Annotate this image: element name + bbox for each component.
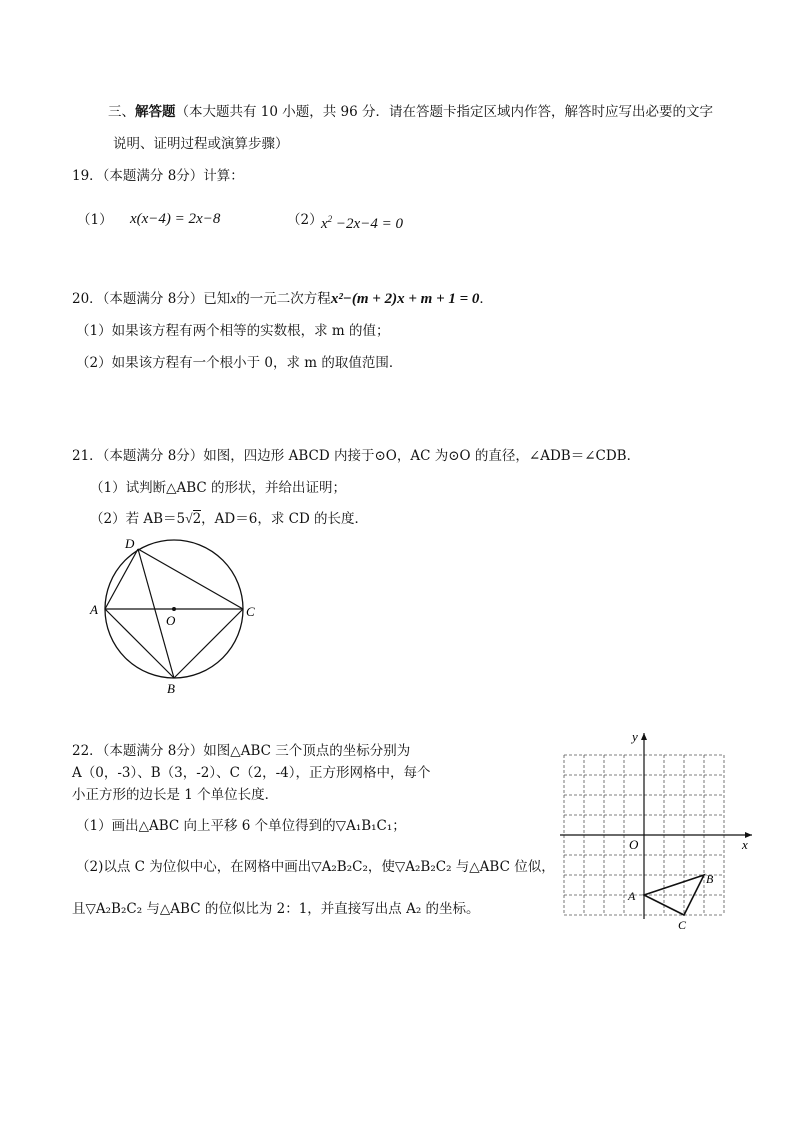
y-axis-arrow-icon	[641, 733, 647, 740]
center-dot	[172, 607, 176, 611]
q21-part1: （1）试判断△ABC 的形状，并给出证明；	[90, 480, 347, 496]
section-title: 解答题	[135, 104, 176, 120]
label-b: B	[167, 681, 175, 696]
q19-part1-equation: x(x−4) = 2x−8	[130, 211, 221, 227]
q20-equation: x²−(m + 2)x + m + 1 = 0	[330, 291, 480, 307]
q22-coords: A（0，-3）、B（3，-2）、C（2，-4），正方形网格中，每个	[72, 765, 431, 781]
q20-title-end: ．	[479, 291, 493, 307]
q20-title	[72, 290, 493, 308]
q20-part1: （1）如果该方程有两个相等的实数根，求 m 的值；	[76, 323, 390, 339]
segment-dc	[138, 549, 243, 609]
segment-ad	[105, 549, 138, 609]
segment-ab	[105, 609, 174, 678]
q21-part2-start: （2）若 AB＝5	[90, 511, 186, 527]
q22-part3: 且▽A₂B₂C₂ 与△ABC 的位似比为 2：1，并直接写出点 A₂ 的坐标。	[72, 901, 480, 917]
label-o: O	[166, 613, 176, 628]
q21-title: 21．（本题满分 8分）如图，四边形 ABCD 内接于⊙O，AC 为⊙O 的直径，∠ADB＝∠CDB．	[72, 448, 641, 464]
q19-part2-equation	[321, 210, 403, 233]
q19-part2-label: （2）	[287, 212, 323, 228]
q19-part1-label: （1）	[77, 212, 113, 228]
q21-circle-figure	[85, 532, 265, 702]
q22-coordinate-grid	[555, 730, 755, 930]
section-instructions-2: 说明、证明过程或演算步骤）	[113, 136, 289, 152]
segment-bc	[174, 609, 243, 678]
q20-title-start: 20．（本题满分 8分）已知	[72, 291, 231, 307]
q19-part2-rest: −2x−4 = 0	[332, 216, 403, 232]
q20-title-mid: 的一元二次方程	[236, 291, 331, 307]
q22-unit: 小正方形的边长是 1 个单位长度．	[72, 787, 279, 803]
q22-part2: （2)以点 C 为位似中心，在网格中画出▽A₂B₂C₂，使▽A₂B₂C₂ 与△ABC 位似，	[76, 859, 555, 875]
q22-part1: （1）画出△ABC 向上平移 6 个单位得到的▽A₁B₁C₁；	[76, 818, 406, 834]
x-axis-label: x	[742, 837, 748, 852]
label-a: A	[90, 602, 98, 617]
label-c: C	[246, 604, 255, 619]
label-d: D	[125, 536, 135, 551]
origin-label: O	[629, 837, 639, 852]
y-axis-label: y	[632, 730, 638, 744]
q21-part2	[90, 510, 368, 528]
section-heading	[108, 103, 713, 121]
q20-part2: （2）如果该方程有一个根小于 0，求 m 的取值范围．	[76, 355, 403, 371]
sqrt-icon: √	[185, 511, 193, 526]
q20-title-var: x	[230, 291, 237, 306]
q21-part2-radicand: 2	[192, 511, 202, 527]
q19-part2-var: x	[321, 216, 328, 232]
q19-title: 19．（本题满分 8分）计算：	[72, 168, 244, 184]
point-b-label: B	[706, 872, 714, 886]
point-a-label: A	[628, 889, 636, 903]
q19-part2-exponent: 2	[327, 214, 333, 224]
section-number: 三、	[108, 104, 135, 120]
section-instructions-1: （本大题共有 10 小题，共 96 分．请在答题卡指定区域内作答，解答时应写出必要的文字	[175, 104, 714, 120]
q22-title: 22．（本题满分 8分）如图△ABC 三个顶点的坐标分别为	[72, 743, 411, 759]
point-c-label: C	[678, 918, 687, 930]
q21-part2-end: ，AD＝6，求 CD 的长度．	[201, 511, 369, 527]
